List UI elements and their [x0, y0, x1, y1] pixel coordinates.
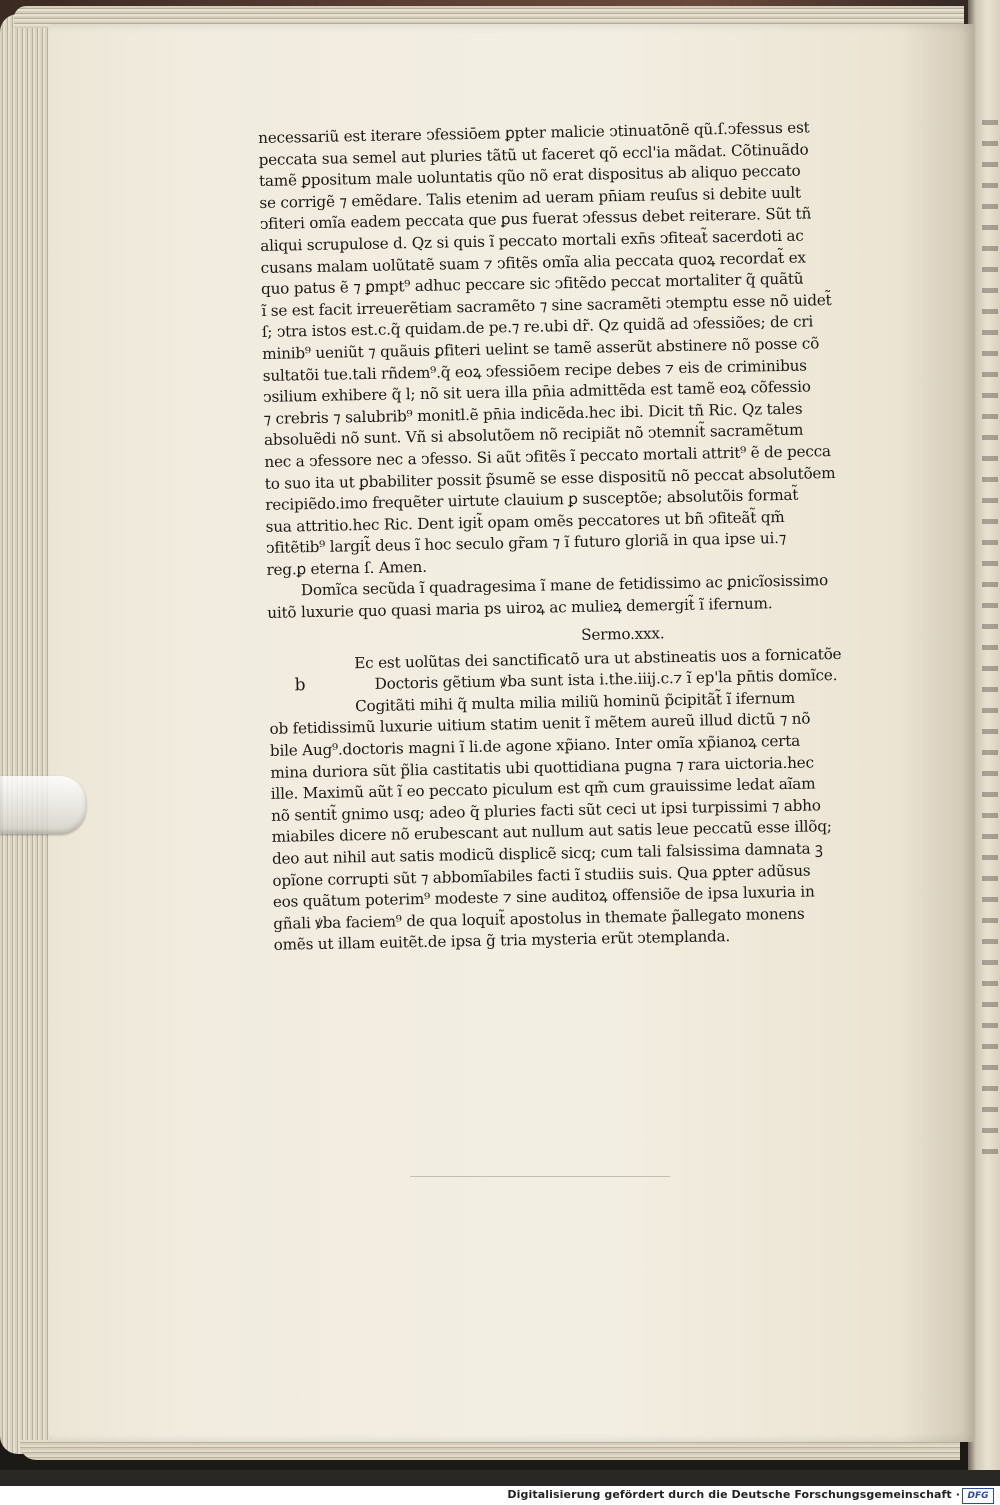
dfg-logo-icon: DFG [962, 1488, 994, 1504]
text-line: nec a ↄfessore nec a ↄfesso. Si aũt ↄfitẽs ĩ peccato mortali attrit⁹ ẽ de pecca [264, 441, 831, 471]
page-bottom-rule [410, 1176, 670, 1177]
sermon-line-indented: Doctoris gẽtium ꝟba sunt ista i.the.iiij.c.⁊ ĩ ep'la pn̄tis domĩce. [374, 666, 838, 694]
text-line: se corrigẽ ⁊ emẽdare. Talis etenim ad ueram pn̄iam reuſus si debite uult [259, 183, 802, 212]
text-line: cusans malam uolũtatẽ suam ⁊ ↄfitẽs omĩa alia peccata quoꝝ recordat̃ ex [260, 248, 806, 277]
text-line: ↄfiteri omĩa eadem peccata que ꝑus fuerat ↄfessus debet reiterare. Sũt tñ [259, 204, 812, 234]
footer-banner [0, 1486, 1000, 1505]
rubric-line: uitõ luxurie quo quasi maria ps uiroꝝ ac mulieꝝ demergit̃ ĩ ifernum. [267, 594, 773, 622]
text-line: ↄsilium exhibere q̃ l; nõ sit uera illa pn̄ia admittẽda est tamẽ eoꝝ cõfessio [262, 377, 811, 407]
sermon-line: omẽs ut illam euitẽt.de ipsa g̃ tria mysteria erũt ↄtemplanda. [273, 927, 731, 955]
text-line: to suo ita ut ꝑbabiliter possit p̃sumẽ se esse dispositũ nõ peccat absolutõem [264, 463, 836, 493]
sermon-line: eos quãtum poterim⁹ modeste ⁊ sine auditoꝝ offensiõe de ipsa luxuria in [272, 882, 815, 912]
sermon-line: mina duriora sũt p̃lia castitatis ubi quottidiana pugna ⁊ rara uictoria.hec [270, 753, 814, 782]
text-line: sua attritio.hec Ric. Dent igit̃ opam omẽs peccatores ut bñ ↄfiteãt̃ qm̃ [265, 507, 785, 536]
text-line: ĩ se est facit irreuerẽtiam sacramẽto ⁊ sine sacramẽti ↄtemptu esse nõ uidet̃ [261, 290, 832, 320]
rubric-line: Domĩca secũda ĩ quadragesima ĩ mane de fetidissimo ac ꝑnicĩosissimo [300, 571, 829, 600]
text-line: sultatõi tue.tali rñdem⁹.q̃ eoꝝ ↄfessiōem recipe debes ⁊ eis de criminibus [262, 356, 807, 385]
text-line: aliqui scrupulose d. Qz si quis ĩ peccato mortali exn̄s ↄfiteat̃ sacerdoti ac [260, 226, 804, 255]
page-text-block [258, 116, 924, 957]
sermon-line: miabiles dicere nõ erubescant aut nullum aut satis leue peccatũ esse illõq; [271, 817, 832, 847]
sermon-heading: Sermo.xxx. [580, 623, 665, 644]
sermon-line: ille. Maximũ aũt ĩ eo peccato piculum est qm̃ cum grauissime ledat aĩam [270, 774, 816, 804]
footer-separator [0, 1470, 1000, 1486]
text-line: recipiẽdo.imo frequẽter uirtute clauium ꝑ susceptõe; absolutõis format̃ [265, 485, 799, 515]
marginal-letter: b [294, 675, 306, 696]
text-line: necessariũ est iterare ↄfessiōem ꝑpter malicie ↄtinuatōnẽ qũ.ſ.ↄfessus est [258, 118, 810, 147]
sermon-line: deo aut nihil aut satis modicũ displicẽ sicq; cum tali falsissima damnata ꝫ [271, 839, 823, 868]
text-line: ↄfitẽtib⁹ largit̃ deus ĩ hoc seculo gr̃am ⁊ ĩ futuro gloriã in qua ipse ui.⁊ [265, 529, 787, 558]
text-line: minib⁹ ueniũt ⁊ quãuis ꝑfiteri uelint se tamẽ asserũt abstinere nõ posse cõ [262, 334, 820, 363]
sermon-line: gñali ꝟba faciem⁹ de qua loquit̃ apostolus in themate p̃allegato monens [273, 904, 805, 933]
sermon-line-indented: Ec est uolũtas dei sanctificatõ ura ut abstineatis uos a fornicatõe [354, 644, 842, 672]
page-stack-bottom [20, 1440, 960, 1460]
sermon-line: nõ sentit̃ gnimo usq; adeo q̃ pluries facti sũt ceci ut ipsi turpissimi ⁊ abho [271, 796, 821, 825]
text-line: absoluẽdi nõ sunt. Vñ si absolutõem nõ recipiãt nõ ↄtemnit̃ sacramẽtum [263, 420, 804, 450]
footer-credit: Digitalisierung gefördert durch die Deutsche Forschungsgemeinschaft · [507, 1488, 960, 1501]
facing-page-text-shadow [982, 120, 998, 1170]
text-line: quo patus ẽ ⁊ ꝑmpt⁹ adhuc peccare sic ↄfitẽdo peccat mortaliter q̃ quãtũ [260, 269, 804, 299]
sermon-line: ob fetidissimũ luxurie uitium statim uenit ĩ mẽtem aureũ illud dictũ ⁊ nõ [269, 709, 811, 739]
sermon-line: opĩone corrupti sũt ⁊ abbomĩabiles facti ĩ studiis suis. Qua ꝑpter adũsus [272, 861, 811, 890]
sermon-line: bile Aug⁹.doctoris magni ĩ li.de agone xp̃iano. Inter omĩa xp̃ianoꝝ certa [269, 731, 801, 760]
sermon-line: Cogitãti mihi q̃ multa milia miliũ hominũ p̃cipitãt̃ ĩ ifernum [354, 688, 796, 716]
text-line: tamẽ ꝑpositum male uoluntatis qũo nõ erat dispositus ab aliquo peccato [258, 161, 801, 191]
text-line: ⁊ crebris ⁊ salubrib⁹ monitl.ẽ pn̄ia indicẽda.hec ibi. Dicit tñ Ric. Qz tales [263, 399, 803, 428]
text-line: reg.ꝑ eterna ſ. Amen. [266, 557, 427, 579]
text-line: peccata sua semel aut pluries tãtũ ut faceret qõ eccl'ia mãdat. Cõtinuãdo [258, 140, 809, 169]
text-line: ſ; ↄtra istos est.c.q̃ quidam.de pe.⁊ re.ubi dr̃. Qz quidã ad ↄfessiões; de cri [261, 312, 814, 342]
page-clip [0, 776, 86, 834]
